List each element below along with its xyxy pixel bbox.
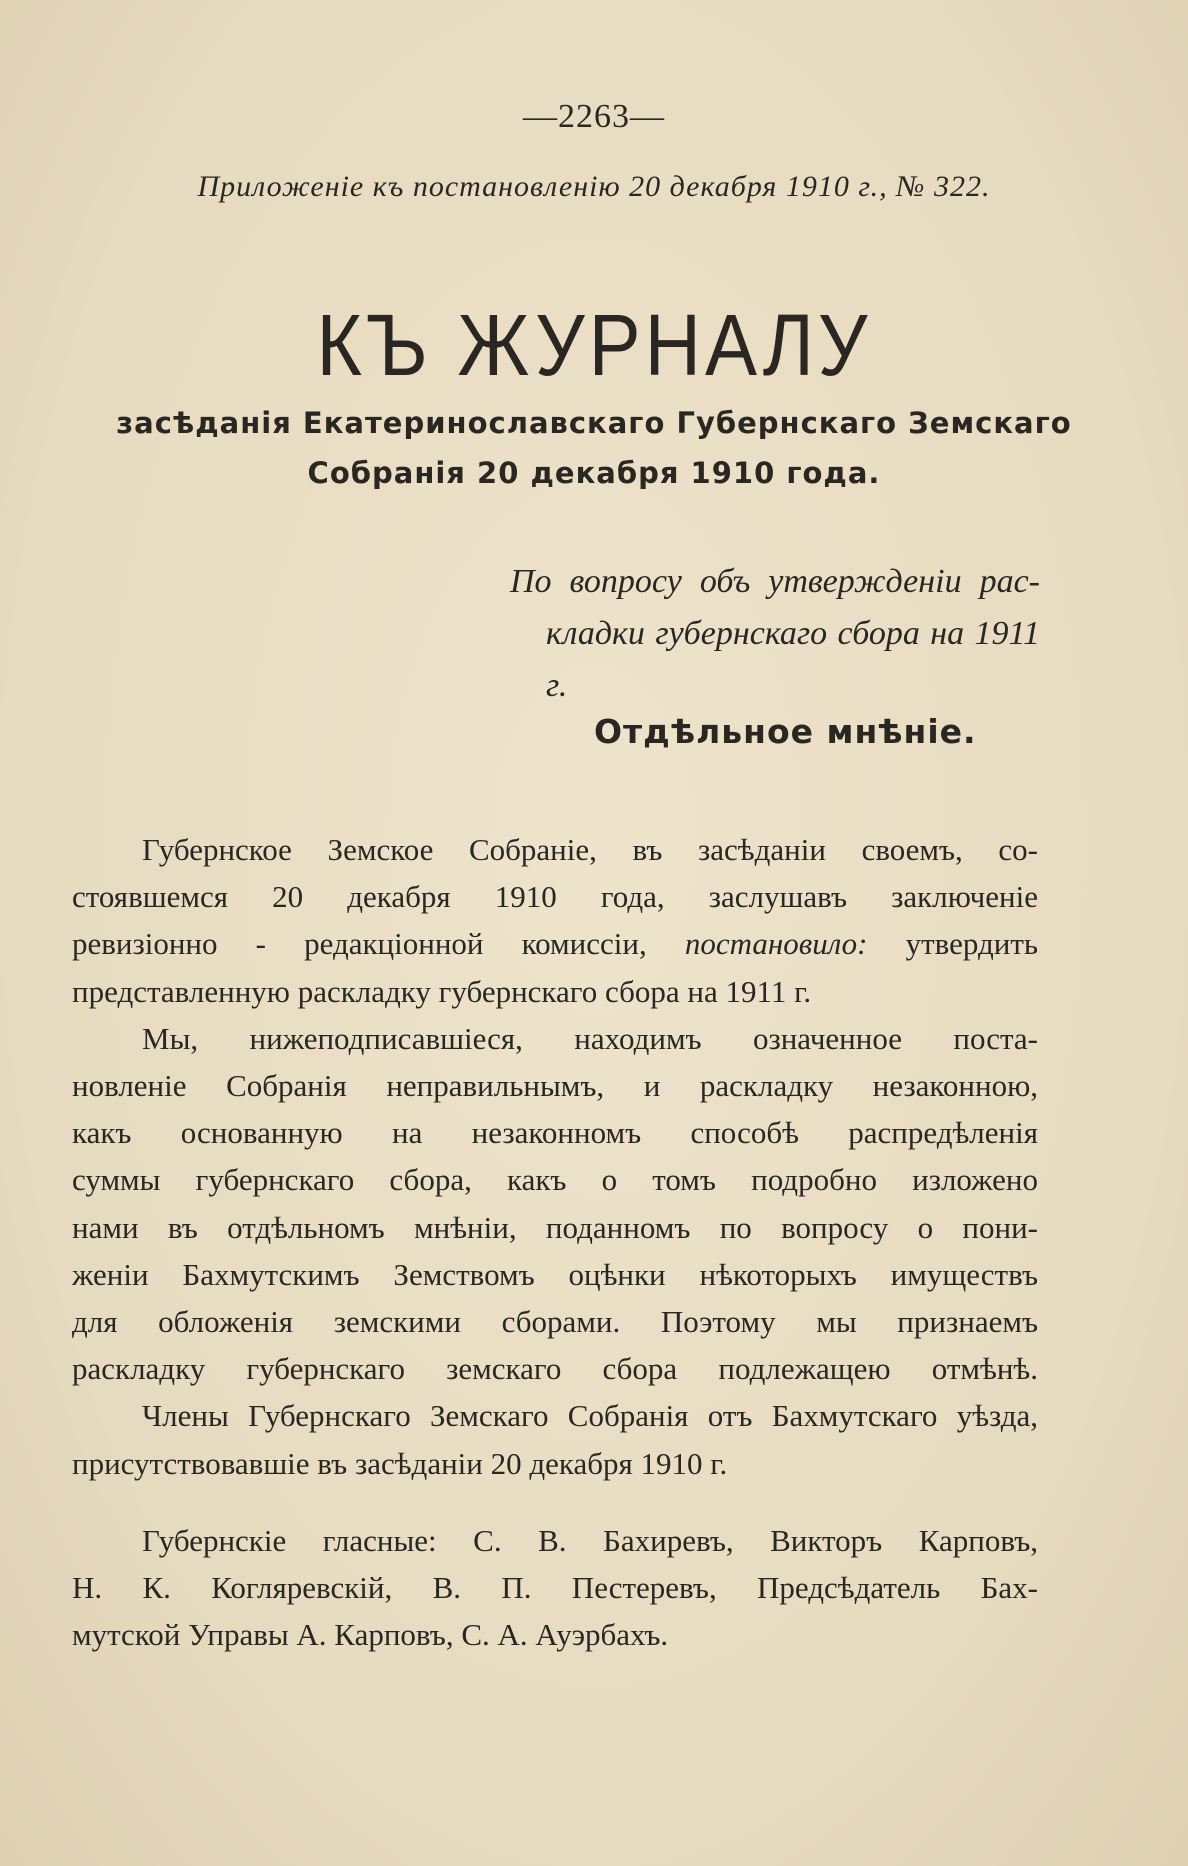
document-body [72,826,1038,1658]
text-line: новленіе Собранія неправильнымъ, и раскладку незаконною, [72,1068,1038,1104]
question-line: По вопросу объ утвержденіи рас- [510,563,1040,600]
page-number: —2263— [523,98,665,135]
text-line: для обложенія земскими сборами. Поэтому мы признаемъ [72,1304,1038,1340]
text-segment: ревизіонно - редакціонной комиссіи, [72,926,647,962]
document-subtitle [0,398,1188,498]
text-segment: утвердить [905,926,1038,962]
text-line: Мы, нижеподписавшіеся, находимъ означенное поста- [142,1020,1038,1056]
text-line: какъ основанную на незаконномъ способѣ распредѣленія [72,1115,1038,1151]
section-title: Отдѣльное мнѣніе. [594,712,977,751]
text-line: раскладку губернскаго земскаго сбора подлежащею отмѣнѣ. [72,1351,1038,1387]
text-line: суммы губернскаго сбора, какъ о томъ подробно изложено [72,1162,1038,1198]
document-title: КЪ ЖУРНАЛУ [316,295,872,395]
text-line: женіи Бахмутскимъ Земствомъ оцѣнки нѣкоторыхъ имуществъ [72,1256,1038,1292]
text-line: Члены Губернскаго Земскаго Собранія отъ Бахмутскаго уѣзда, [142,1398,1038,1434]
text-line: представленную раскладку губернскаго сбора на 1911 г. [72,973,812,1009]
paragraph-1 [72,826,1038,1015]
question-line: кладки губернскаго сбора на 1911 г. [546,615,1040,704]
signatures-paragraph [72,1517,1038,1659]
paragraph-2 [72,1015,1038,1487]
text-line: Губернское Земское Собраніе, въ засѣданіи своемъ, со- [142,832,1038,867]
appendix-note: Приложеніе къ постановленію 20 декабря 1910 г., № 322. [197,170,991,203]
text-line [72,920,1038,967]
paragraph-gap [72,1487,1038,1517]
text-line: мутской Управы А. Карповъ, С. А. Ауэрбахъ. [72,1617,669,1653]
subtitle-line: Собранія 20 декабря 1910 года. [307,456,881,490]
text-line: Губернскіе гласные: С. В. Бахиревъ, Викторъ Карповъ, [142,1522,1038,1558]
text-line: Н. К. Когляревскій, В. П. Пестеревъ, Предсѣдатель Бах- [72,1570,1038,1606]
text-line: нами въ отдѣльномъ мнѣніи, поданномъ по вопросу о пони- [72,1209,1038,1245]
question-heading [510,556,1040,712]
subtitle-line: засѣданія Екатеринославскаго Губернскаго Земскаго [116,406,1072,440]
text-line: присутствовавшіе въ засѣданіи 20 декабря 1910 г. [72,1445,728,1481]
text-line: стоявшемся 20 декабря 1910 года, заслушавъ заключеніе [72,879,1038,915]
emphasis-text: постановило: [684,926,868,962]
